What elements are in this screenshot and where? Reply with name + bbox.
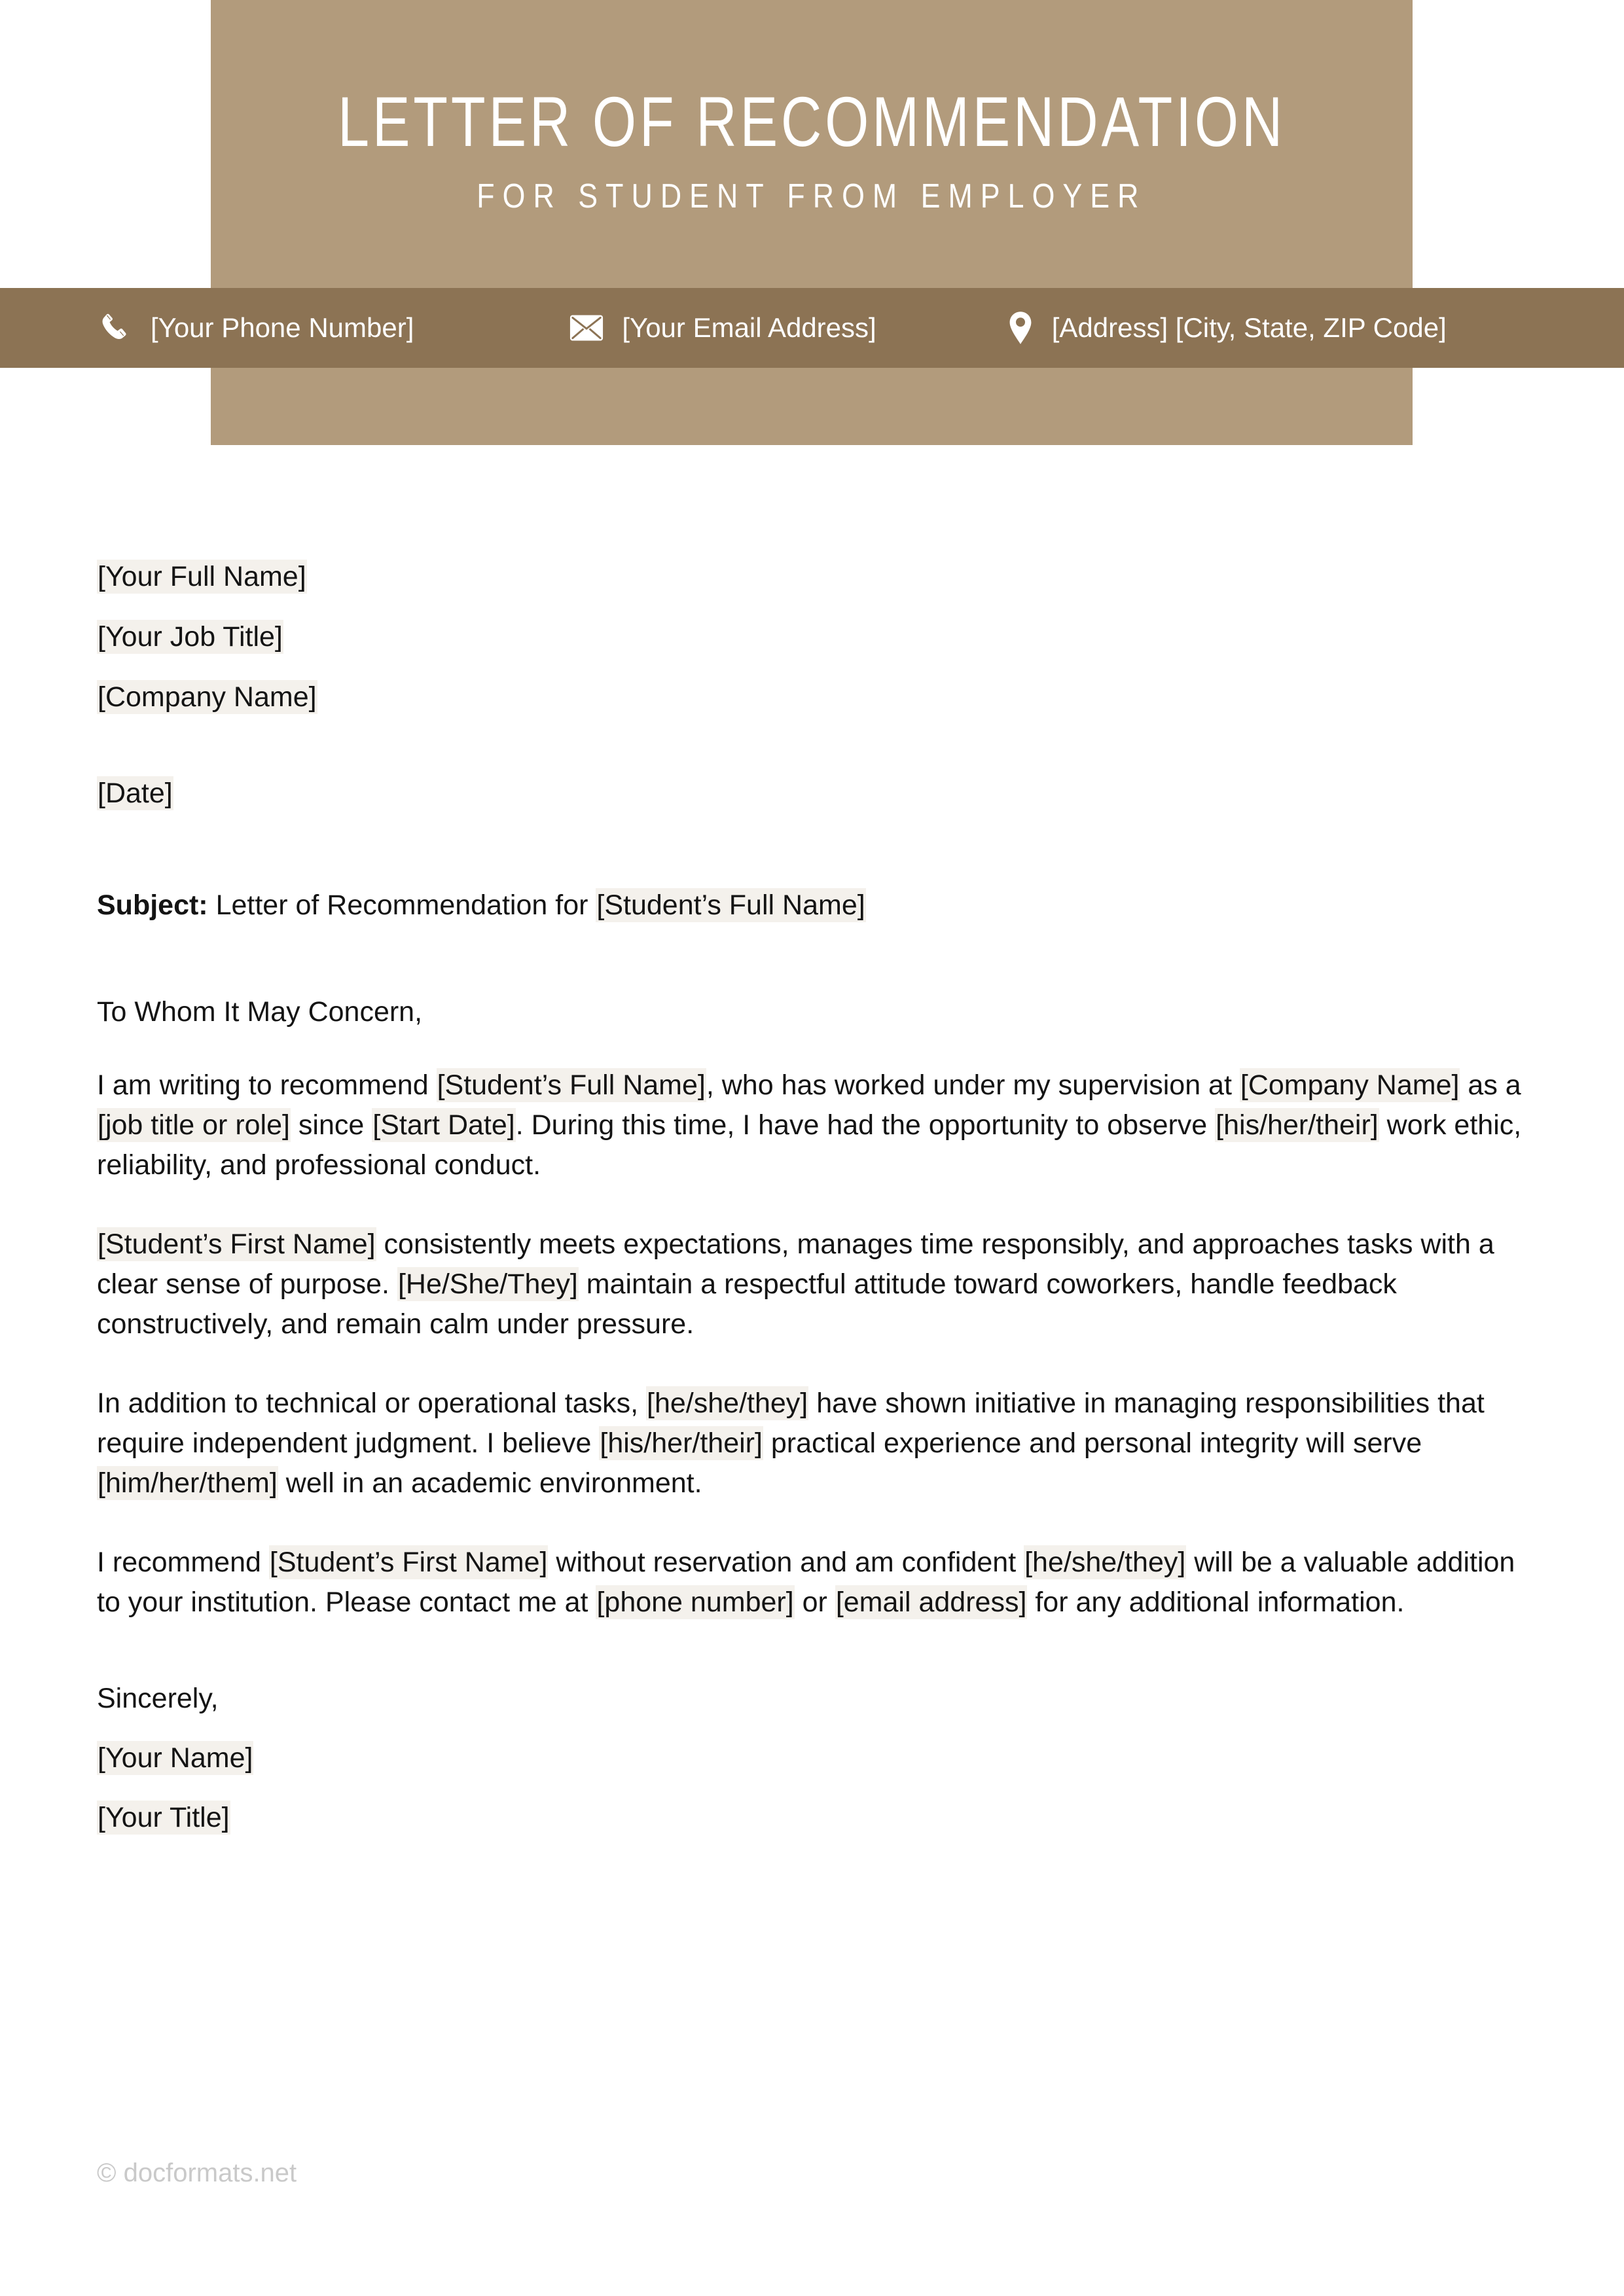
sender-job-title-placeholder: [Your Job Title] <box>98 621 283 653</box>
contact-address[interactable] <box>1007 311 1447 345</box>
p4-s5: for any additional information. <box>1027 1587 1405 1619</box>
p4-s1: I recommend <box>97 1547 269 1579</box>
p1-student-full-name-placeholder: [Student’s Full Name] <box>437 1069 706 1101</box>
paragraph-2 <box>97 1225 1525 1344</box>
sender-job-title <box>97 623 1525 651</box>
sender-company-placeholder: [Company Name] <box>98 681 317 713</box>
p3-s4: well in an academic environment. <box>278 1467 702 1499</box>
letter-body <box>97 563 1525 1832</box>
date-placeholder: [Date] <box>98 778 173 809</box>
p1-start-date-placeholder: [Start Date] <box>372 1109 515 1141</box>
p3-s2: have shown initiative in managing responsibilities that require independent judgment. I believe <box>97 1388 1485 1460</box>
phone-icon <box>98 311 132 345</box>
p4-pronoun-placeholder: [he/she/they] <box>1024 1547 1186 1579</box>
salutation: To Whom It May Concern, <box>97 996 423 1028</box>
envelope-icon <box>569 314 604 342</box>
contact-phone-text: [Your Phone Number] <box>151 312 414 343</box>
subject-line <box>97 891 1525 920</box>
p1-job-title-placeholder: [job title or role] <box>98 1109 290 1141</box>
p3-pronoun-placeholder-1: [he/she/they] <box>647 1388 808 1420</box>
p1-s5: . During this time, I have had the opportunity to observe <box>515 1109 1216 1141</box>
sender-full-name-placeholder: [Your Full Name] <box>98 561 306 592</box>
p2-student-first-name-placeholder: [Student’s First Name] <box>98 1229 376 1261</box>
closing-salutation: Sincerely, <box>97 1682 219 1714</box>
footer-credit: © docformats.net <box>97 2159 297 2187</box>
p3-s3: practical experience and personal integrity will serve <box>763 1427 1422 1460</box>
contact-email-text: [Your Email Address] <box>622 312 876 343</box>
letter-date <box>97 780 1525 808</box>
document-subtitle: FOR STUDENT FROM EMPLOYER <box>477 177 1147 215</box>
p1-s1: I am writing to recommend <box>97 1069 437 1101</box>
subject-text: Letter of Recommendation for <box>208 889 596 921</box>
sender-full-name <box>97 563 1525 591</box>
p2-s1: consistently meets expectations, manages time responsibly, and approaches tasks with a clear sense of purpose. <box>97 1229 1494 1300</box>
contact-phone[interactable] <box>98 311 414 345</box>
paragraph-1 <box>97 1066 1525 1185</box>
p4-s3: will be a valuable addition to your institution. Please contact me at <box>97 1547 1515 1619</box>
p1-company-name-placeholder: [Company Name] <box>1240 1069 1460 1101</box>
p4-email-address-placeholder: [email address] <box>835 1587 1027 1619</box>
signature-name <box>97 1744 1525 1772</box>
paragraph-4 <box>97 1543 1525 1623</box>
p3-pronoun-placeholder-3: [him/her/them] <box>98 1467 278 1499</box>
signature-title-placeholder: [Your Title] <box>98 1801 230 1833</box>
sender-company <box>97 683 1525 711</box>
p2-s2: maintain a respectful attitude toward coworkers, handle feedback constructively, and remain calm under pressure. <box>97 1268 1397 1340</box>
p4-s4: or <box>794 1587 835 1619</box>
p3-s1: In addition to technical or operational tasks, <box>97 1388 647 1420</box>
p2-pronoun-placeholder: [He/She/They] <box>397 1268 578 1300</box>
p1-s4: since <box>290 1109 372 1141</box>
header-title-group <box>211 0 1413 275</box>
p1-s6: work ethic, reliability, and professional conduct. <box>97 1109 1522 1181</box>
p1-s2: , who has worked under my supervision at <box>706 1069 1240 1101</box>
p4-student-first-name-placeholder: [Student’s First Name] <box>269 1547 548 1579</box>
location-pin-icon <box>1007 311 1034 345</box>
p1-s3: as a <box>1460 1069 1521 1101</box>
paragraph-3 <box>97 1384 1525 1503</box>
signature-title <box>97 1801 1525 1833</box>
p4-s2: without reservation and am confident <box>548 1547 1024 1579</box>
contact-email[interactable] <box>569 312 876 344</box>
p3-pronoun-placeholder-2: [his/her/their] <box>600 1427 763 1460</box>
contact-bar <box>0 288 1624 368</box>
document-title: LETTER OF RECOMMENDATION <box>337 82 1286 162</box>
contact-address-text: [Address] [City, State, ZIP Code] <box>1051 312 1447 343</box>
subject-label: Subject: <box>97 889 208 921</box>
subject-student-name-placeholder: [Student’s Full Name] <box>596 889 865 921</box>
p4-phone-number-placeholder: [phone number] <box>596 1587 794 1619</box>
signature-name-placeholder: [Your Name] <box>98 1742 253 1774</box>
p1-pronoun-placeholder: [his/her/their] <box>1216 1109 1379 1141</box>
